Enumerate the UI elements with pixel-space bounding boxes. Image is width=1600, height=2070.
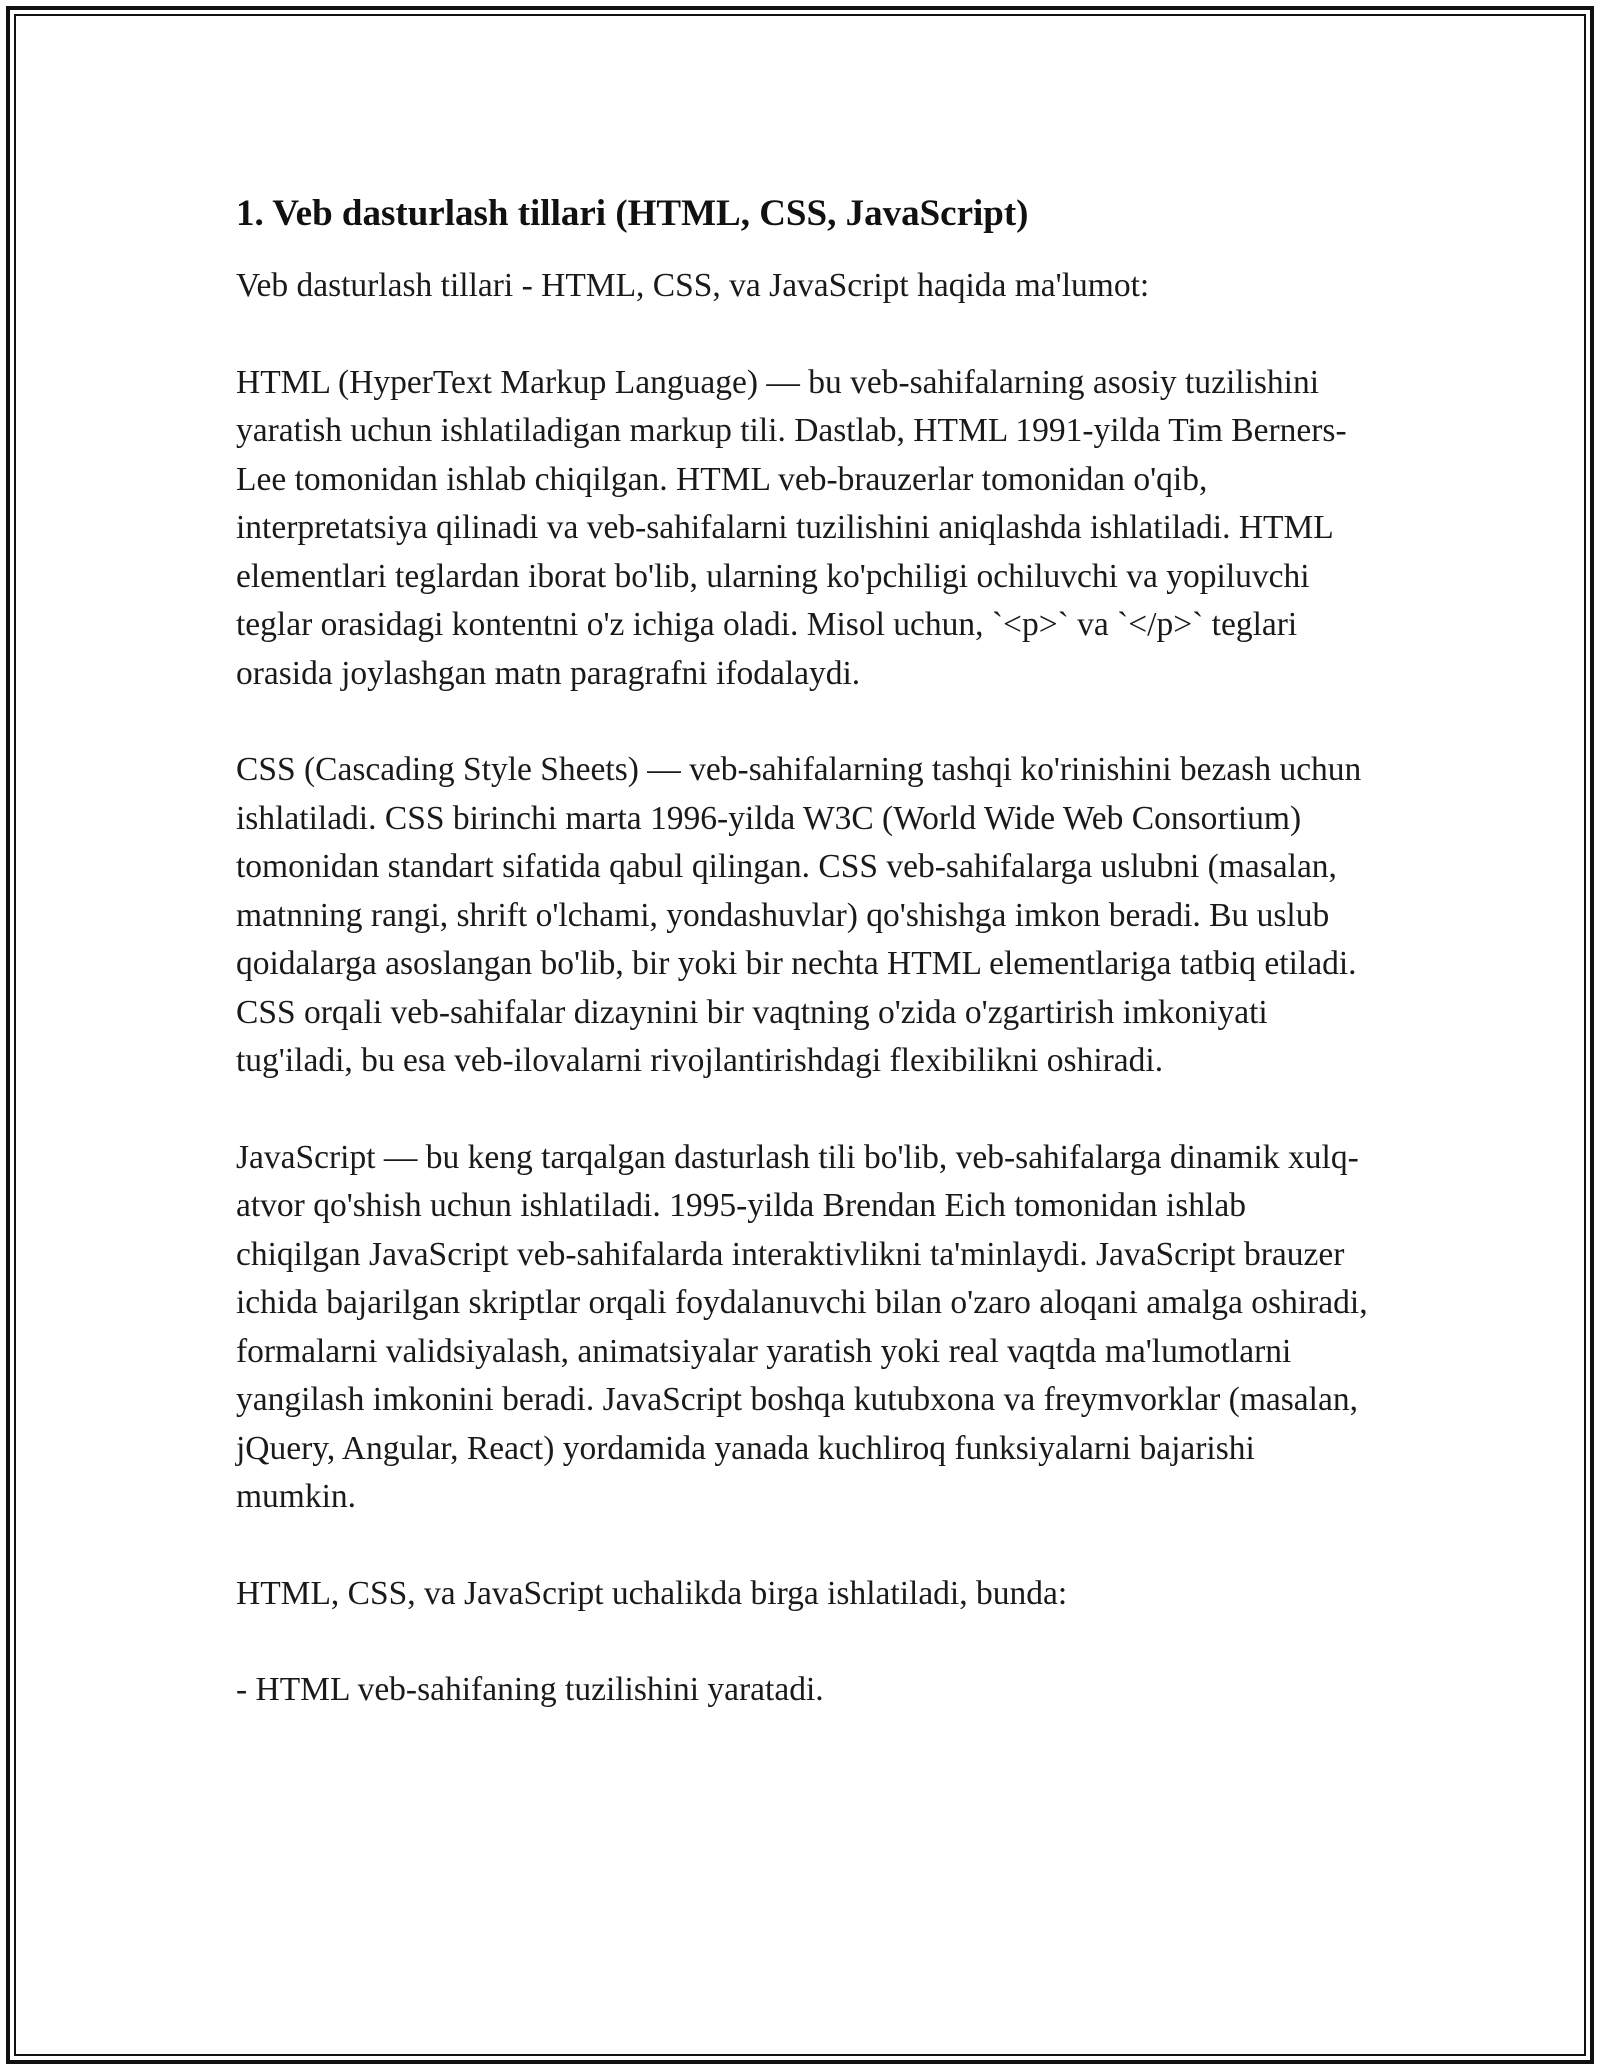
section-heading: 1. Veb dasturlash tillari (HTML, CSS, JavaScript) — [236, 193, 1029, 234]
list-item: - HTML veb-sahifaning tuzilishini yaratadi. — [236, 1671, 824, 1708]
html-paragraph: HTML (HyperText Markup Language) — bu veb-sahifalarning asosiy tuzilishini yaratish uchun ishlatiladigan markup tili. Dastlab, HTML 1991-yilda Tim Berners-Lee tomonidan ishlab chiqilgan. HTML veb-brauzerlar tomonidan o'qib, interpretatsiya qilinadi va veb-sahifalarni tuzilishini aniqlashda ishlatiladi. HTML elementlari teglardan iborat bo'lib, ularning ko'pchiligi ochiluvchi va yopiluvchi teglar orasidagi kontentni o'z ichiga oladi. Misol uchun, `<p>` va `</p>` teglari orasida joylashgan matn paragrafni ifodalaydi. — [236, 363, 1347, 692]
javascript-paragraph: JavaScript — bu keng tarqalgan dasturlash tili bo'lib, veb-sahifalarga dinamik xulq-atvor qo'shish uchun ishlatiladi. 1995-yilda Brendan Eich tomonidan ishlab chiqilgan JavaScript veb-sahifalarda interaktivlikni ta'minlaydi. JavaScript brauzer ichida bajarilgan skriptlar orqali foydalanuvchi bilan o'zaro aloqani amalga oshiradi, formalarni validsiyalash, animatsiyalar yaratish yoki real vaqtda ma'lumotlarni yangilash imkonini beradi. JavaScript boshqa kutubxona va freymvorklar (masalan, jQuery, Angular, React) yordamida yanada kuchliroq funksiyalarni bajarishi mumkin. — [236, 1138, 1368, 1515]
intro-paragraph: Veb dasturlash tillari - HTML, CSS, va JavaScript haqida ma'lumot: — [236, 267, 1150, 304]
document-body — [236, 190, 1376, 1763]
together-paragraph: HTML, CSS, va JavaScript uchalikda birga ishlatiladi, bunda: — [236, 1574, 1068, 1612]
css-paragraph: CSS (Cascading Style Sheets) — veb-sahifalarning tashqi ko'rinishini bezash uchun ishlatiladi. CSS birinchi marta 1996-yilda W3C (World Wide Web Consortium) tomonidan standart sifatida qabul qilingan. CSS veb-sahifalarga uslubni (masalan, matnning rangi, shrift o'lchami, yondashuvlar) qo'shishga imkon beradi. Bu uslub qoidalarga asoslangan bo'lib, bir yoki bir nechta HTML elementlariga tatbiq etiladi. CSS orqali veb-sahifalar dizaynini bir vaqtning o'zida o'zgartirish imkoniyati tug'iladi, bu esa veb-ilovalarni rivojlantirishdagi flexibilikni oshiradi. — [236, 751, 1362, 1079]
